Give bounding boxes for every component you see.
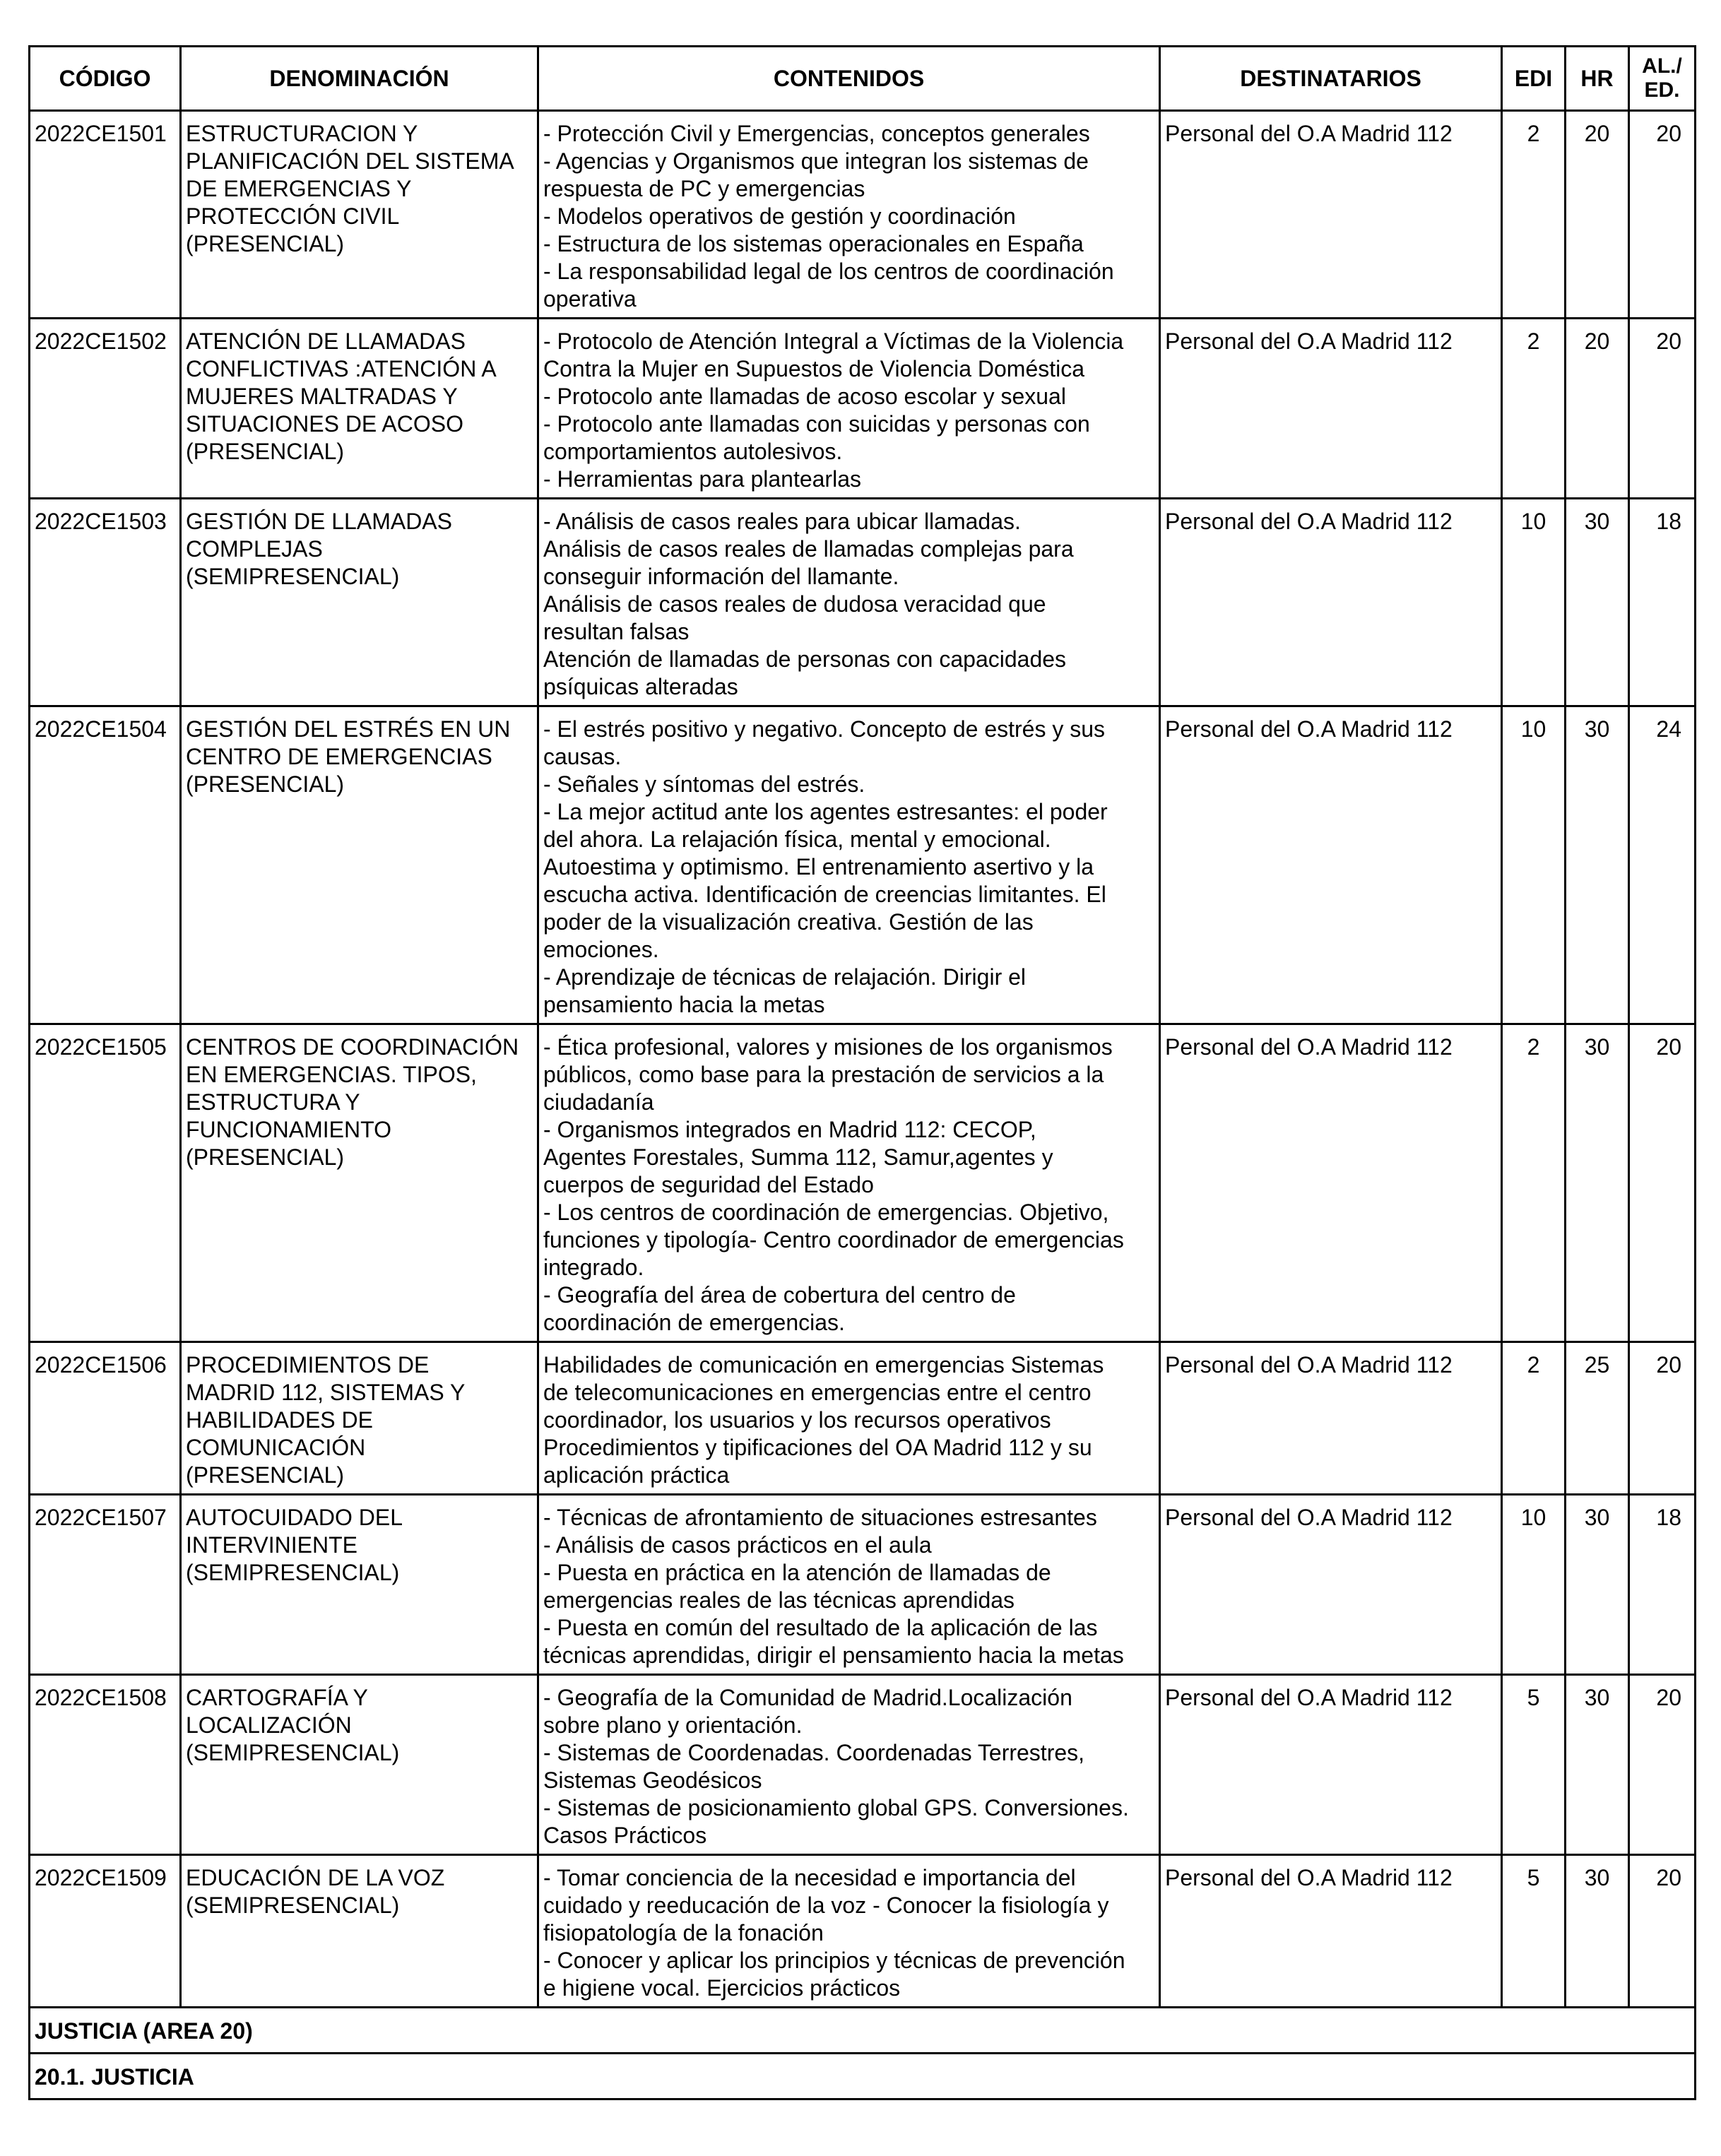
course-editions: 5	[1502, 1675, 1566, 1855]
table-row	[30, 111, 1696, 319]
header-al-ed-line: ED.	[1644, 78, 1680, 102]
course-recipients: Personal del O.A Madrid 112	[1160, 1675, 1502, 1855]
contents-line: coordinador, los usuarios y los recursos operativos	[543, 1407, 1051, 1433]
course-code: 2022CE1501	[30, 111, 181, 319]
denomination-line: CONFLICTIVAS :ATENCIÓN A	[186, 356, 497, 381]
contents-line: - Protección Civil y Emergencias, conceptos generales	[543, 121, 1090, 146]
course-editions: 2	[1502, 1342, 1566, 1495]
denomination-line: (PRESENCIAL)	[186, 439, 345, 464]
contents-line: pensamiento hacia la metas	[543, 992, 825, 1017]
denomination-line: EN EMERGENCIAS. TIPOS,	[186, 1062, 477, 1087]
contents-line: - La mejor actitud ante los agentes estresantes: el poder	[543, 799, 1108, 824]
course-students-per-edition: 20	[1629, 1342, 1696, 1495]
contents-line: causas.	[543, 744, 622, 769]
denomination-line: CENTRO DE EMERGENCIAS	[186, 744, 492, 769]
course-denomination	[181, 111, 538, 319]
header-al-ed-line: AL./	[1642, 54, 1682, 78]
contents-line: - Señales y síntomas del estrés.	[543, 771, 865, 797]
denomination-line: (PRESENCIAL)	[186, 1462, 345, 1488]
table-row	[30, 499, 1696, 706]
contents-line: fisiopatología de la fonación	[543, 1920, 824, 1945]
contents-line: funciones y tipología- Centro coordinador de emergencias	[543, 1227, 1124, 1252]
denomination-line: HABILIDADES DE	[186, 1407, 373, 1433]
contents-line: - Protocolo ante llamadas de acoso escolar y sexual	[543, 384, 1066, 409]
contents-line: poder de la visualización creativa. Gestión de las	[543, 909, 1034, 935]
contents-line: coordinación de emergencias.	[543, 1310, 845, 1335]
course-recipients: Personal del O.A Madrid 112	[1160, 1024, 1502, 1342]
contents-line: ciudadanía	[543, 1089, 654, 1115]
header-denominacion: DENOMINACIÓN	[181, 47, 538, 111]
denomination-line: (SEMIPRESENCIAL)	[186, 1560, 400, 1585]
denomination-line: INTERVINIENTE	[186, 1532, 357, 1558]
denomination-line: ATENCIÓN DE LLAMADAS	[186, 328, 466, 354]
contents-line: - Estructura de los sistemas operacionales en España	[543, 231, 1084, 256]
contents-line: Procedimientos y tipificaciones del OA Madrid 112 y su	[543, 1435, 1092, 1460]
course-recipients: Personal del O.A Madrid 112	[1160, 1342, 1502, 1495]
course-hours: 20	[1566, 111, 1629, 319]
denomination-line: CENTROS DE COORDINACIÓN	[186, 1034, 519, 1060]
denomination-line: (SEMIPRESENCIAL)	[186, 564, 400, 589]
denomination-line: MUJERES MALTRADAS Y	[186, 384, 458, 409]
contents-line: Autoestima y optimismo. El entrenamiento asertivo y la	[543, 854, 1094, 879]
denomination-line: ESTRUCTURA Y	[186, 1089, 360, 1115]
course-code: 2022CE1505	[30, 1024, 181, 1342]
course-students-per-edition: 20	[1629, 1024, 1696, 1342]
course-editions: 2	[1502, 111, 1566, 319]
course-contents	[538, 1024, 1160, 1342]
denomination-line: PROTECCIÓN CIVIL	[186, 203, 400, 229]
course-code: 2022CE1506	[30, 1342, 181, 1495]
course-hours: 20	[1566, 319, 1629, 499]
contents-line: - Ética profesional, valores y misiones de los organismos	[543, 1034, 1113, 1060]
course-denomination	[181, 1675, 538, 1855]
contents-line: integrado.	[543, 1255, 644, 1280]
course-recipients: Personal del O.A Madrid 112	[1160, 706, 1502, 1024]
contents-line: Contra la Mujer en Supuestos de Violencia Doméstica	[543, 356, 1085, 381]
table-row	[30, 1342, 1696, 1495]
course-editions: 5	[1502, 1855, 1566, 2008]
course-editions: 2	[1502, 1024, 1566, 1342]
contents-line: - El estrés positivo y negativo. Concepto de estrés y sus	[543, 716, 1106, 742]
contents-line: - Herramientas para plantearlas	[543, 466, 861, 492]
course-students-per-edition: 20	[1629, 319, 1696, 499]
course-denomination	[181, 1495, 538, 1675]
denomination-line: AUTOCUIDADO DEL	[186, 1505, 403, 1530]
table-row	[30, 1855, 1696, 2008]
contents-line: - Técnicas de afrontamiento de situaciones estresantes	[543, 1505, 1097, 1530]
course-code: 2022CE1507	[30, 1495, 181, 1675]
contents-line: Habilidades de comunicación en emergencias Sistemas	[543, 1352, 1104, 1378]
contents-line: escucha activa. Identificación de creencias limitantes. El	[543, 882, 1106, 907]
contents-line: Agentes Forestales, Summa 112, Samur,agentes y	[543, 1144, 1053, 1170]
course-contents	[538, 499, 1160, 706]
contents-line: Análisis de casos reales de llamadas complejas para	[543, 536, 1074, 562]
course-students-per-edition: 18	[1629, 499, 1696, 706]
table-row	[30, 1024, 1696, 1342]
contents-line: - Puesta en práctica en la atención de llamadas de	[543, 1560, 1051, 1585]
contents-line: cuerpos de seguridad del Estado	[543, 1172, 874, 1197]
denomination-line: LOCALIZACIÓN	[186, 1712, 352, 1738]
course-code: 2022CE1502	[30, 319, 181, 499]
course-students-per-edition: 18	[1629, 1495, 1696, 1675]
course-body	[30, 111, 1696, 2099]
course-contents	[538, 1855, 1160, 2008]
course-contents	[538, 319, 1160, 499]
denomination-line: (PRESENCIAL)	[186, 231, 345, 256]
contents-line: - Análisis de casos prácticos en el aula	[543, 1532, 932, 1558]
contents-line: psíquicas alteradas	[543, 674, 738, 699]
contents-line: - Análisis de casos reales para ubicar llamadas.	[543, 509, 1021, 534]
course-recipients: Personal del O.A Madrid 112	[1160, 111, 1502, 319]
contents-line: emociones.	[543, 937, 659, 962]
contents-line: - Geografía del área de cobertura del centro de	[543, 1282, 1016, 1308]
course-code: 2022CE1508	[30, 1675, 181, 1855]
contents-line: conseguir información del llamante.	[543, 564, 899, 589]
contents-line: técnicas aprendidas, dirigir el pensamiento hacia la metas	[543, 1642, 1124, 1668]
course-denomination	[181, 706, 538, 1024]
denomination-line: EDUCACIÓN DE LA VOZ	[186, 1865, 445, 1890]
contents-line: - Organismos integrados en Madrid 112: CECOP,	[543, 1117, 1036, 1142]
contents-line: - Agencias y Organismos que integran los sistemas de	[543, 148, 1089, 174]
header-row	[30, 47, 1696, 111]
contents-line: - Aprendizaje de técnicas de relajación. Dirigir el	[543, 964, 1027, 990]
course-students-per-edition: 20	[1629, 1675, 1696, 1855]
course-contents	[538, 111, 1160, 319]
contents-line: - Tomar conciencia de la necesidad e importancia del	[543, 1865, 1076, 1890]
contents-line: respuesta de PC y emergencias	[543, 176, 865, 201]
course-denomination	[181, 1024, 538, 1342]
course-denomination	[181, 1855, 538, 2008]
contents-line: cuidado y reeducación de la voz - Conocer la fisiología y	[543, 1893, 1109, 1918]
course-code: 2022CE1504	[30, 706, 181, 1024]
denomination-line: (PRESENCIAL)	[186, 771, 345, 797]
denomination-line: DE EMERGENCIAS Y	[186, 176, 412, 201]
denomination-line: (SEMIPRESENCIAL)	[186, 1893, 400, 1918]
course-students-per-edition: 20	[1629, 111, 1696, 319]
contents-line: - Geografía de la Comunidad de Madrid.Localización	[543, 1685, 1072, 1710]
denomination-line: COMPLEJAS	[186, 536, 323, 562]
course-editions: 2	[1502, 319, 1566, 499]
contents-line: - Protocolo ante llamadas con suicidas y personas con	[543, 411, 1090, 437]
course-table	[28, 45, 1696, 2100]
table-row	[30, 1675, 1696, 1855]
contents-line: - Puesta en común del resultado de la aplicación de las	[543, 1615, 1098, 1640]
header-destinatarios: DESTINATARIOS	[1160, 47, 1502, 111]
contents-line: Casos Prácticos	[543, 1823, 707, 1848]
contents-line: públicos, como base para la prestación de servicios a la	[543, 1062, 1104, 1087]
course-editions: 10	[1502, 1495, 1566, 1675]
contents-line: comportamientos autolesivos.	[543, 439, 843, 464]
course-hours: 30	[1566, 1024, 1629, 1342]
course-contents	[538, 706, 1160, 1024]
contents-line: - Protocolo de Atención Integral a Víctimas de la Violencia	[543, 328, 1124, 354]
contents-line: emergencias reales de las técnicas aprendidas	[543, 1587, 1015, 1613]
denomination-line: (SEMIPRESENCIAL)	[186, 1740, 400, 1765]
course-recipients: Personal del O.A Madrid 112	[1160, 499, 1502, 706]
table-row	[30, 319, 1696, 499]
course-contents	[538, 1342, 1160, 1495]
course-denomination	[181, 499, 538, 706]
contents-line: del ahora. La relajación física, mental y emocional.	[543, 827, 1051, 852]
course-hours: 30	[1566, 1855, 1629, 2008]
header-al-ed	[1629, 47, 1696, 111]
course-editions: 10	[1502, 706, 1566, 1024]
header-edi: EDI	[1502, 47, 1566, 111]
contents-line: - Conocer y aplicar los principios y técnicas de prevención	[543, 1948, 1125, 1973]
denomination-line: COMUNICACIÓN	[186, 1435, 366, 1460]
course-recipients: Personal del O.A Madrid 112	[1160, 1495, 1502, 1675]
denomination-line: ESTRUCTURACION Y	[186, 121, 418, 146]
section-row	[30, 2008, 1696, 2054]
course-hours: 30	[1566, 706, 1629, 1024]
denomination-line: PLANIFICACIÓN DEL SISTEMA	[186, 148, 514, 174]
contents-line: - La responsabilidad legal de los centros de coordinación	[543, 259, 1114, 284]
course-students-per-edition: 24	[1629, 706, 1696, 1024]
contents-line: resultan falsas	[543, 619, 690, 644]
contents-line: de telecomunicaciones en emergencias entre el centro	[543, 1380, 1092, 1405]
contents-line: Análisis de casos reales de dudosa veracidad que	[543, 591, 1046, 617]
section-title: 20.1. JUSTICIA	[30, 2054, 1696, 2099]
contents-line: Atención de llamadas de personas con capacidades	[543, 646, 1067, 672]
table-row	[30, 1495, 1696, 1675]
course-hours: 30	[1566, 499, 1629, 706]
denomination-line: CARTOGRAFÍA Y	[186, 1685, 368, 1710]
course-recipients: Personal del O.A Madrid 112	[1160, 319, 1502, 499]
course-hours: 30	[1566, 1495, 1629, 1675]
contents-line: aplicación práctica	[543, 1462, 730, 1488]
course-code: 2022CE1503	[30, 499, 181, 706]
course-hours: 30	[1566, 1675, 1629, 1855]
course-contents	[538, 1675, 1160, 1855]
contents-line: - Modelos operativos de gestión y coordinación	[543, 203, 1016, 229]
header-hr: HR	[1566, 47, 1629, 111]
header-codigo: CÓDIGO	[30, 47, 181, 111]
section-title: JUSTICIA (AREA 20)	[30, 2008, 1696, 2054]
course-editions: 10	[1502, 499, 1566, 706]
denomination-line: FUNCIONAMIENTO	[186, 1117, 391, 1142]
denomination-line: MADRID 112, SISTEMAS Y	[186, 1380, 466, 1405]
denomination-line: (PRESENCIAL)	[186, 1144, 345, 1170]
course-denomination	[181, 319, 538, 499]
denomination-line: PROCEDIMIENTOS DE	[186, 1352, 430, 1378]
course-recipients: Personal del O.A Madrid 112	[1160, 1855, 1502, 2008]
course-students-per-edition: 20	[1629, 1855, 1696, 2008]
contents-line: - Sistemas de Coordenadas. Coordenadas Terrestres,	[543, 1740, 1085, 1765]
contents-line: - Sistemas de posicionamiento global GPS. Conversiones.	[543, 1795, 1129, 1820]
table-row	[30, 706, 1696, 1024]
header-contenidos: CONTENIDOS	[538, 47, 1160, 111]
contents-line: Sistemas Geodésicos	[543, 1767, 762, 1793]
course-contents	[538, 1495, 1160, 1675]
course-hours: 25	[1566, 1342, 1629, 1495]
contents-line: sobre plano y orientación.	[543, 1712, 803, 1738]
denomination-line: GESTIÓN DE LLAMADAS	[186, 509, 452, 534]
contents-line: - Los centros de coordinación de emergencias. Objetivo,	[543, 1200, 1109, 1225]
denomination-line: SITUACIONES DE ACOSO	[186, 411, 463, 437]
course-code: 2022CE1509	[30, 1855, 181, 2008]
contents-line: e higiene vocal. Ejercicios prácticos	[543, 1975, 901, 2001]
denomination-line: GESTIÓN DEL ESTRÉS EN UN	[186, 716, 511, 742]
section-row	[30, 2054, 1696, 2099]
course-denomination	[181, 1342, 538, 1495]
contents-line: operativa	[543, 286, 637, 312]
